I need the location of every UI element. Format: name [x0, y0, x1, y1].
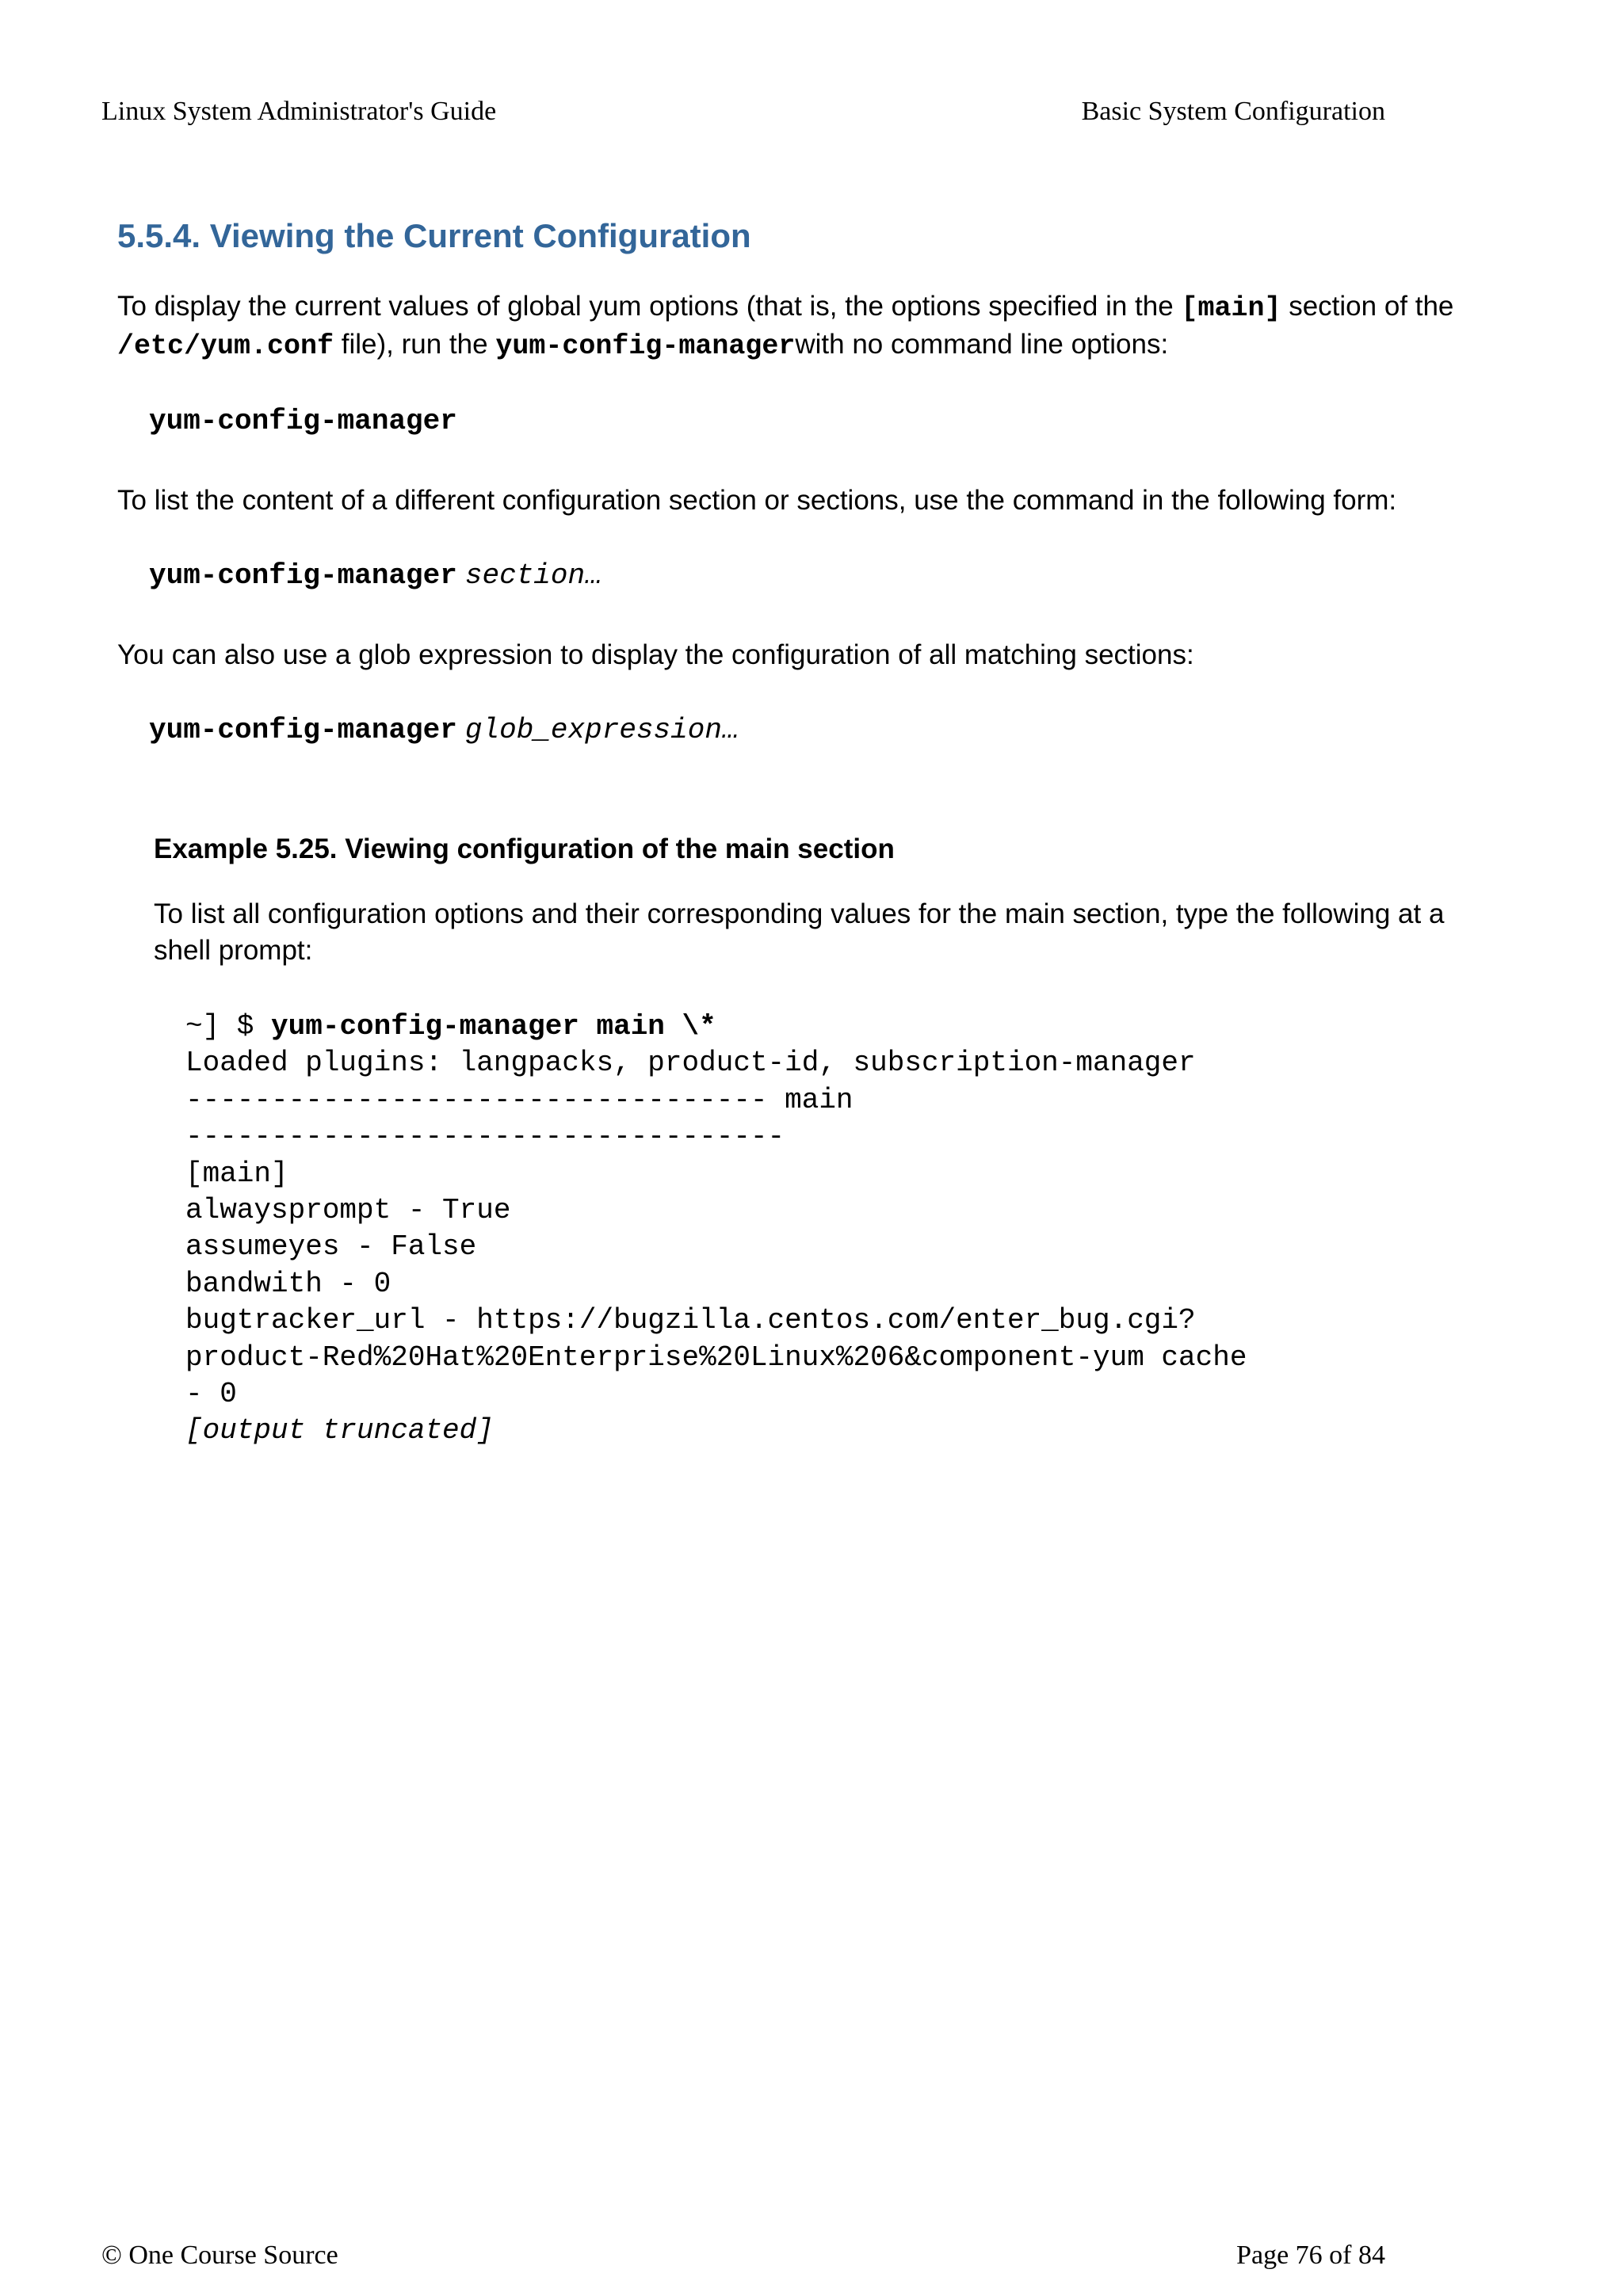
intro-text-1: To display the current values of global yum options (that is, the options specified in the [117, 291, 1182, 322]
command-section [149, 555, 1465, 594]
section-list-paragraph: To list the content of a different configuration section or sections, use the command in the following form: [117, 485, 1397, 516]
console-line: assumeyes - False [185, 1230, 477, 1264]
yum-config-manager-code: yum-config-manager [495, 330, 796, 362]
console-line: bugtracker_url - https://bugzilla.centos.com/enter_bug.cgi? [185, 1304, 1196, 1337]
yum-conf-path: /etc/yum.conf [117, 330, 334, 362]
console-prompt-line [185, 1009, 1465, 1045]
page-header [101, 97, 1385, 127]
footer-page-number: Page 76 of 84 [1236, 2241, 1385, 2270]
footer-copyright: © One Course Source [101, 2241, 338, 2270]
example-description: To list all configuration options and their corresponding values for the main section, type the following at a shell prompt: [154, 898, 1445, 966]
console-line: bandwith - 0 [185, 1267, 391, 1300]
intro-text-2: section of the [1281, 291, 1454, 322]
console-line: ----------------------------------- [185, 1120, 785, 1154]
command-glob-name: yum-config-manager [149, 714, 457, 746]
header-chapter-title: Basic System Configuration [1081, 97, 1385, 126]
example-title: Example 5.25. Viewing configuration of the main section [154, 833, 895, 864]
main-section-code: [main] [1181, 292, 1281, 324]
console-command: yum-config-manager main \* [271, 1010, 716, 1043]
command-section-name: yum-config-manager [149, 559, 457, 592]
page-footer [101, 2241, 1385, 2271]
command-glob-arg: glob_expression… [464, 714, 739, 746]
console-line: ---------------------------------- main [185, 1083, 854, 1116]
intro-text-4: with no command line options: [795, 329, 1169, 360]
intro-paragraph [117, 288, 1465, 364]
command-section-arg: section… [464, 559, 602, 592]
example-block [154, 831, 1465, 1450]
section-heading: 5.5.4. Viewing the Current Configuration [117, 217, 751, 254]
header-book-title: Linux System Administrator's Guide [101, 97, 497, 126]
glob-paragraph: You can also use a glob expression to display the configuration of all matching sections: [117, 639, 1194, 670]
console-truncated-note: [output truncated] [185, 1414, 494, 1447]
console-prompt: ~] $ [185, 1010, 272, 1043]
console-line: Loaded plugins: langpacks, product-id, subscription-manager [185, 1047, 1196, 1080]
console-line: alwaysprompt - True [185, 1194, 511, 1227]
console-output [185, 1009, 1465, 1450]
command-basic-text: yum-config-manager [149, 405, 457, 437]
console-line: [main] [185, 1157, 288, 1190]
console-line: - 0 [185, 1378, 237, 1411]
console-line: product-Red%20Hat%20Enterprise%20Linux%206&component-yum cache [185, 1341, 1247, 1374]
command-basic [149, 401, 1465, 440]
intro-text-3: file), run the [334, 329, 496, 360]
page-content [117, 214, 1465, 1450]
command-glob [149, 710, 1465, 749]
